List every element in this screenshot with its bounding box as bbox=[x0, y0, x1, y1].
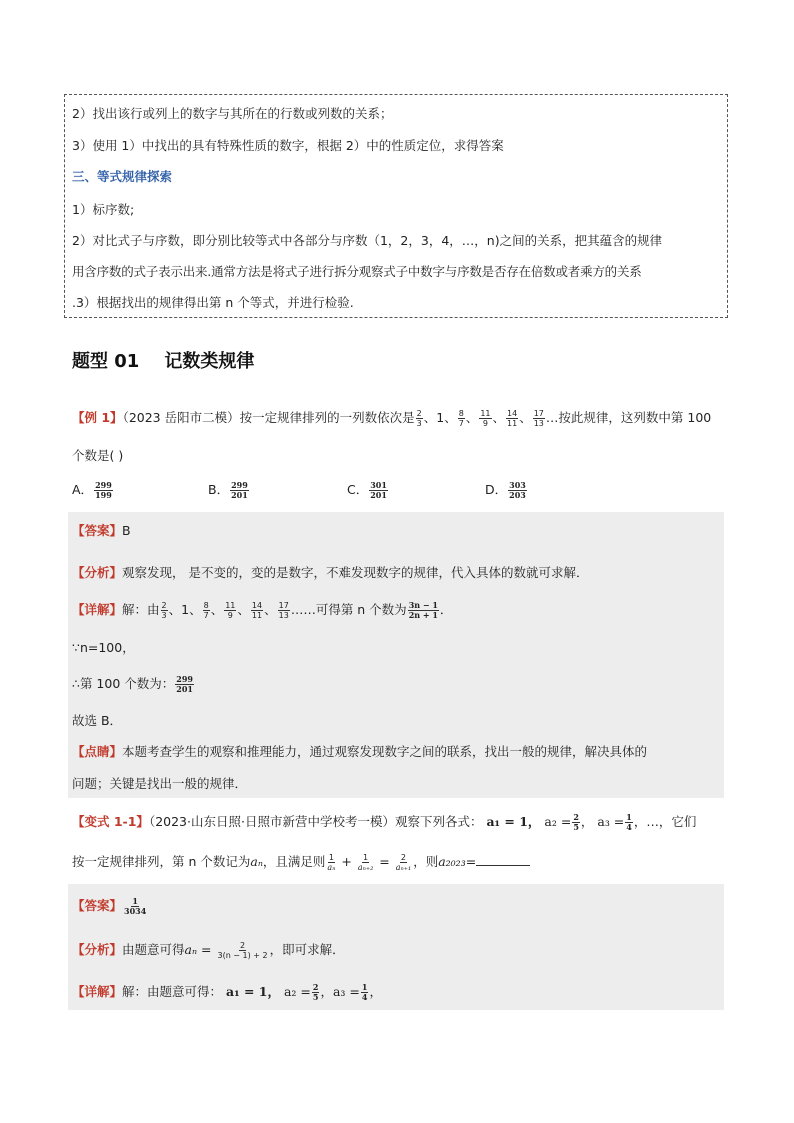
example1-stem-b: …按此规律，这列数中第 100 bbox=[545, 410, 712, 425]
a2-denominator: 5 bbox=[573, 822, 579, 832]
detail-sequence-term-fraction bbox=[203, 601, 210, 620]
option-a-numerator: 299 bbox=[95, 480, 112, 490]
detail-tag: 【详解】 bbox=[72, 602, 123, 617]
variant1-analysis-b: ，即可求解． bbox=[269, 942, 345, 957]
sequence-term-denominator: 9 bbox=[482, 419, 488, 428]
option-b-fraction bbox=[230, 481, 249, 500]
a3-denominator: 4 bbox=[626, 822, 632, 832]
variant1-an: aₙ bbox=[250, 854, 263, 869]
variant1-stem-a: 观察下列各式： bbox=[394, 814, 483, 829]
general-term-fraction bbox=[408, 601, 439, 620]
option-b-numerator: 299 bbox=[231, 480, 248, 490]
variant1-source: （2023·山东日照·日照市新营中学校考一模） bbox=[148, 814, 395, 829]
example1-comment-line1 bbox=[72, 742, 647, 760]
option-c-label: C． bbox=[347, 482, 369, 497]
sequence-separator: 、 bbox=[519, 410, 532, 425]
detail-sequence-separator: 、 bbox=[237, 602, 250, 617]
example1-detail-row: 【详解】解：由 $\frac{2}{3}$ 、1、 $\frac{8}{7}$ 、 $\frac{11}{9}$ 、 $\frac{14}{11}$ 、 $\frac{17}{13}$ ……可得第 n 个数为 $\frac{3n - 1}{2n + 1}$ ． bbox=[72, 600, 453, 620]
detail-a3-numerator: 1 bbox=[361, 982, 368, 992]
variant1-detail-a: 解：由题意可得： bbox=[122, 984, 223, 999]
variant1-stem-d: ，且满足则 bbox=[262, 854, 326, 869]
analysis-formula-denominator: 3(n − 1) + 2 bbox=[217, 951, 268, 960]
detail-sequence-term-denominator: 13 bbox=[278, 611, 289, 620]
variant1-analysis-row: 【分析】由题意可得aₙ = $\frac{2}{3(n - 1) + 2}$ ，即可求解． bbox=[72, 941, 345, 960]
example1-stem-a: 按一定规律排列的一列数依次是 bbox=[239, 410, 415, 425]
analysis-text: 观察发现， 是不变的，变的是数字，不难发现数字的规律，代入具体的数就可求解． bbox=[122, 565, 589, 580]
recurrence-term-1 bbox=[326, 853, 336, 872]
rec1-denominator: aₙ bbox=[327, 863, 336, 872]
sequence-term-fraction bbox=[416, 409, 423, 428]
sequence-separator: 、 bbox=[423, 410, 437, 425]
rec3-numerator: 2 bbox=[400, 853, 406, 862]
variant1-detail-end: ， bbox=[369, 984, 382, 999]
comment-text-1: 本题考查学生的观察和推理能力，通过观察发现数字之间的联系，找出一般的规律，解决具体的 bbox=[122, 744, 648, 759]
variant1-a1: a₁ = 1， bbox=[486, 814, 541, 829]
result-denominator: 201 bbox=[176, 684, 193, 694]
variant1-a3-lhs: a₃ = bbox=[597, 814, 625, 829]
sequence-term-denominator: 13 bbox=[533, 419, 544, 428]
general-term-numerator: 3n − 1 bbox=[408, 600, 438, 610]
variant1-answer-numerator: 1 bbox=[132, 896, 138, 906]
variant1-target: a₂₀₂₃= bbox=[438, 854, 477, 869]
sequence-term-numerator: 17 bbox=[533, 409, 544, 418]
detail-text-b: ……可得第 n 个数为 bbox=[290, 602, 407, 617]
option-c-numerator: 301 bbox=[370, 480, 387, 490]
example1-therefore bbox=[72, 674, 195, 694]
section-3-title: 三、等式规律探索 bbox=[72, 169, 173, 184]
example1-stem-line1 bbox=[72, 408, 711, 428]
answer-tag: 【答案】 bbox=[72, 523, 123, 538]
a3-numerator: 1 bbox=[626, 812, 632, 822]
answer-blank bbox=[476, 855, 530, 866]
variant1-tag: 【变式 1-1】 bbox=[72, 814, 149, 829]
sequence-term-numerator: 14 bbox=[507, 409, 518, 418]
summary-line-5: 用含序数的式子表示出来.通常方法是将式子进行拆分观察式子中数字与序数是否存在倍数或者乘方的关系 bbox=[72, 264, 642, 279]
recurrence-term-3 bbox=[395, 853, 412, 872]
option-c-fraction bbox=[369, 481, 388, 500]
variant1-analysis-tag: 【分析】 bbox=[72, 942, 123, 957]
detail-sequence-term-numerator: 2 bbox=[161, 601, 167, 610]
example1-tag: 【例 1】 bbox=[72, 410, 123, 425]
sequence-term-fraction bbox=[458, 409, 465, 428]
section-heading bbox=[72, 347, 254, 373]
detail-sequence-term-denominator: 9 bbox=[227, 611, 233, 620]
option-b bbox=[208, 480, 250, 500]
detail-sequence-separator: 、 bbox=[210, 602, 224, 617]
option-d-numerator: 303 bbox=[509, 480, 526, 490]
heading-label: 题型 01 bbox=[72, 351, 140, 372]
detail-sequence-term-numerator: 14 bbox=[251, 601, 263, 610]
a2-numerator: 2 bbox=[573, 812, 579, 822]
variant1-detail-tag: 【详解】 bbox=[72, 984, 123, 999]
variant1-stem-e: ，则 bbox=[413, 854, 439, 869]
recurrence-term-2 bbox=[357, 853, 374, 872]
detail-a3-denominator: 4 bbox=[361, 992, 368, 1002]
general-term-denominator: 2n + 1 bbox=[408, 610, 438, 620]
variant1-detail-a3-fraction bbox=[361, 983, 369, 1002]
variant1-detail-a2-fraction bbox=[312, 983, 320, 1002]
summary-line-6: .3）根据找出的规律得出第 n 个等式，并进行检验. bbox=[72, 295, 354, 310]
summary-line-2: 3）使用 1）中找出的具有特殊性质的数字，根据 2）中的性质定位，求得答案 bbox=[72, 138, 504, 153]
variant1-stem-line1: 【变式 1-1】（2023·山东日照·日照市新营中学校考一模）观察下列各式： a₁ = 1， a₂ = $\frac{2}{5}$ ， a₃ = $\frac{1}{4}$ ，…，它们 bbox=[72, 812, 697, 832]
detail-sequence bbox=[160, 601, 291, 620]
detail-sequence-term-numerator: 8 bbox=[203, 601, 209, 610]
variant1-answer-fraction bbox=[123, 897, 147, 916]
sequence-term-fraction bbox=[533, 409, 545, 428]
option-c bbox=[347, 480, 389, 500]
detail-sequence-term-numerator: 11 bbox=[225, 601, 236, 610]
sequence-term-denominator: 11 bbox=[507, 419, 518, 428]
variant1-answer-row bbox=[72, 896, 148, 916]
detail-a2-numerator: 2 bbox=[312, 982, 319, 992]
detail-a2-denominator: 5 bbox=[312, 992, 319, 1002]
sequence-term: 1 bbox=[436, 410, 445, 425]
option-a-denominator: 199 bbox=[95, 490, 112, 500]
variant1-detail-a1: a₁ = 1， bbox=[226, 984, 280, 999]
detail-sequence-term: 1 bbox=[181, 602, 190, 617]
detail-sequence-separator: 、 bbox=[168, 602, 182, 617]
detail-sequence-term-fraction bbox=[278, 601, 290, 620]
variant1-analysis-an: aₙ bbox=[184, 942, 198, 957]
detail-sequence-term-fraction bbox=[251, 601, 263, 620]
example1-choose: 故选 B． bbox=[72, 713, 123, 728]
detail-sequence-term-numerator: 17 bbox=[278, 601, 289, 610]
sequence-term-numerator: 2 bbox=[416, 409, 422, 418]
example1-answer-row bbox=[72, 521, 131, 539]
detail-sequence-separator: 、 bbox=[189, 602, 202, 617]
sequence-separator: 、 bbox=[465, 410, 479, 425]
analysis-formula-numerator: 2 bbox=[240, 941, 246, 950]
option-d bbox=[485, 480, 528, 500]
sequence-term-fraction bbox=[479, 409, 491, 428]
variant1-detail-a3-lhs: ，a₃ = bbox=[320, 984, 360, 999]
variant1-analysis-fraction bbox=[216, 941, 268, 960]
rec3-denominator: aₙ₊₁ bbox=[395, 863, 412, 872]
variant1-stem-b: ，…，它们 bbox=[633, 814, 697, 829]
detail-text-a: 解：由 bbox=[122, 602, 160, 617]
option-a-fraction bbox=[94, 481, 113, 500]
detail-sequence-term-fraction bbox=[161, 601, 168, 620]
example1-stem-line2: 个数是( ) bbox=[72, 448, 124, 463]
summary-line-3: 1）标序数; bbox=[72, 202, 135, 217]
therefore-text: ∴第 100 个数为： bbox=[72, 676, 175, 691]
sequence-term-numerator: 8 bbox=[458, 409, 464, 418]
option-a bbox=[72, 480, 114, 500]
analysis-tag: 【分析】 bbox=[72, 565, 123, 580]
variant1-answer-tag: 【答案】 bbox=[72, 898, 123, 913]
variant1-analysis-a: 由题意可得 bbox=[122, 942, 185, 957]
variant1-stem-c: 按一定规律排列，第 n 个数记为 bbox=[72, 854, 251, 869]
option-b-label: B． bbox=[208, 482, 230, 497]
variant1-detail-row bbox=[72, 982, 382, 1002]
sequence-term-fraction bbox=[506, 409, 518, 428]
rec1-numerator: 1 bbox=[328, 853, 334, 862]
variant1-detail-a2-lhs: a₂ = bbox=[283, 984, 311, 999]
rec2-numerator: 1 bbox=[363, 853, 369, 862]
sequence-term-numerator: 11 bbox=[480, 409, 491, 418]
detail-sequence-term-denominator: 3 bbox=[161, 611, 167, 620]
summary-line-1: 2）找出该行或列上的数字与其所在的行数或列数的关系； bbox=[72, 106, 393, 121]
summary-box bbox=[64, 94, 728, 318]
variant1-a2-fraction bbox=[572, 813, 580, 832]
detail-sequence-term-denominator: 11 bbox=[251, 611, 263, 620]
example1-sequence bbox=[415, 409, 546, 428]
option-d-fraction bbox=[508, 481, 527, 500]
detail-sequence-separator: 、 bbox=[264, 602, 277, 617]
result-fraction bbox=[175, 675, 194, 694]
sequence-term-denominator: 3 bbox=[416, 419, 422, 428]
example1-because: ∵n=100， bbox=[72, 640, 135, 655]
variant1-a3-fraction bbox=[625, 813, 633, 832]
result-numerator: 299 bbox=[176, 674, 193, 684]
option-d-label: D． bbox=[485, 482, 508, 497]
comment-tag: 【点睛】 bbox=[72, 744, 123, 759]
variant1-a2-lhs: a₂ = bbox=[544, 814, 572, 829]
sequence-separator: 、 bbox=[444, 410, 457, 425]
heading-title: 记数类规律 bbox=[164, 351, 255, 372]
option-c-denominator: 201 bbox=[370, 490, 387, 500]
answer-value: B bbox=[122, 523, 131, 538]
summary-line-4: 2）对比式子与序数，即分别比较等式中各部分与序数（1，2，3，4，…，n)之间的关系，把其蕴含的规律 bbox=[72, 233, 663, 248]
option-b-denominator: 201 bbox=[231, 490, 248, 500]
example1-comment-line2: 问题；关键是找出一般的规律． bbox=[72, 776, 248, 791]
example1-analysis-row bbox=[72, 563, 589, 581]
example1-source: （2023 岳阳市二模） bbox=[122, 410, 240, 425]
option-a-label: A． bbox=[72, 482, 94, 497]
detail-sequence-term-fraction bbox=[224, 601, 236, 620]
option-d-denominator: 203 bbox=[509, 490, 526, 500]
sequence-term-denominator: 7 bbox=[458, 419, 464, 428]
variant1-answer-denominator: 3034 bbox=[124, 906, 147, 916]
rec2-denominator: aₙ₊₂ bbox=[357, 863, 374, 872]
detail-sequence-term-denominator: 7 bbox=[203, 611, 209, 620]
sequence-separator: 、 bbox=[492, 410, 506, 425]
variant1-stem-line2: 按一定规律排列，第 n 个数记为aₙ，且满足则 $\frac{1}{\text{aₙ}}$ + $\frac{1}{\text{aₙ₊₂}}$ = $\frac{2}{\text{aₙ₊₁}}$ ，则a₂₀₂₃= bbox=[72, 852, 530, 872]
